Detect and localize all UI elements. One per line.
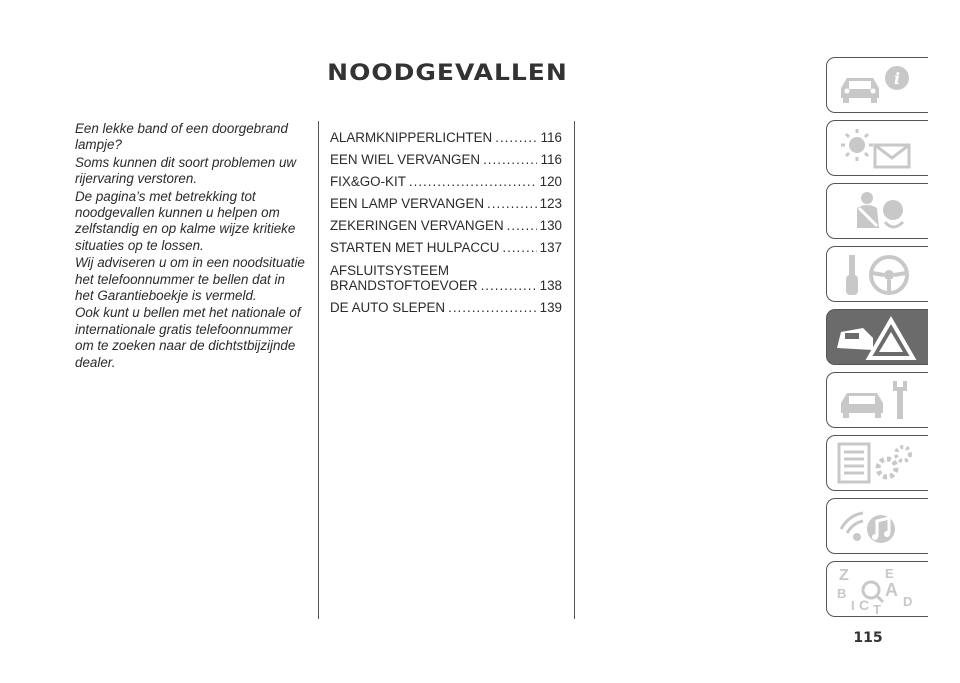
index-letter: A (885, 580, 898, 600)
toc-entry-label: ALARMKNIPPERLICHTEN (330, 130, 493, 145)
car-maintenance-wrench-icon (833, 377, 923, 425)
toc-entry[interactable] (330, 123, 562, 145)
index-letter: C (859, 597, 870, 613)
toc-entry-label: EEN WIEL VERVANGEN (330, 152, 481, 167)
column-divider-right (574, 121, 575, 619)
tab-emergencies[interactable] (826, 309, 928, 365)
index-letter: I (851, 598, 855, 613)
toc-entry-page: 130 (539, 218, 562, 233)
intro-paragraph: Soms kunnen dit soort problemen uw rijervaring verstoren. (75, 154, 297, 187)
intro-paragraph: De pagina’s met betrekking tot noodgevallen kunnen u helpen om zelfstandig en op kalme wijze kritieke situaties op te lossen. (75, 188, 296, 253)
car-info-icon (833, 62, 923, 110)
index-letter: E (885, 566, 894, 581)
key-steering-wheel-icon (833, 251, 923, 299)
index-letter: Z (839, 567, 849, 584)
tab-safety[interactable] (826, 183, 928, 239)
toc-leader-dots (507, 218, 537, 233)
tab-maintenance[interactable] (826, 372, 928, 428)
toc-leader-dots (448, 300, 537, 315)
tab-warning-lights[interactable] (826, 120, 928, 176)
toc-entry-page: 137 (539, 240, 562, 255)
warning-lights-message-icon (833, 125, 923, 173)
tab-start-drive[interactable] (826, 246, 928, 302)
toc-leader-dots (483, 152, 537, 167)
index-letter: B (837, 586, 847, 601)
multimedia-music-icon (833, 503, 923, 551)
intro-paragraph: Ook kunt u bellen met het nationale of internationale gratis telefoonnummer om te zoeken naar de dichtstbijzijnde dealer. (75, 305, 301, 370)
index-letter: D (903, 594, 913, 609)
page-number: 115 (853, 630, 883, 646)
intro-paragraph: Wij adviseren u om in een noodsituatie het telefoonnummer te bellen dat in het Garantieboekje is vermeld. (75, 255, 305, 304)
toc-entry-page: 116 (540, 130, 562, 145)
toc-entry-label: DE AUTO SLEPEN (330, 300, 446, 315)
intro-text (75, 121, 305, 372)
page-title: NOODGEVALLEN (327, 59, 568, 86)
seatbelt-airbag-icon (833, 188, 923, 236)
toc-entry[interactable] (330, 293, 562, 315)
toc-entry-label: EEN LAMP VERVANGEN (330, 196, 485, 211)
table-of-contents (330, 123, 562, 315)
tab-car-info[interactable] (826, 57, 928, 113)
svg-text:i: i (893, 69, 901, 88)
toc-entry-page: 120 (539, 174, 562, 189)
toc-entry-page: 138 (539, 278, 562, 293)
car-breakdown-warning-icon (833, 314, 923, 362)
toc-leader-dots (487, 196, 537, 211)
toc-entry[interactable] (330, 167, 562, 189)
toc-entry-page: 123 (539, 196, 562, 211)
toc-entry[interactable] (330, 145, 562, 167)
tab-index[interactable] (826, 561, 928, 617)
toc-entry-label: AFSLUITSYSTEEM BRANDSTOFTOEVOER (330, 263, 478, 293)
toc-leader-dots (502, 240, 536, 255)
toc-entry-label: FIX&GO-KIT (330, 174, 406, 189)
alphabetical-index-icon (833, 566, 923, 614)
column-divider-left (318, 121, 319, 619)
toc-leader-dots (495, 130, 537, 145)
toc-entry[interactable] (330, 233, 562, 255)
toc-entry[interactable] (330, 255, 562, 293)
toc-leader-dots (409, 174, 537, 189)
toc-entry-page: 116 (540, 152, 562, 167)
tab-technical-data[interactable] (826, 435, 928, 491)
toc-entry-page: 139 (539, 300, 562, 315)
toc-leader-dots (481, 278, 537, 293)
toc-entry-label: ZEKERINGEN VERVANGEN (330, 218, 504, 233)
toc-entry[interactable] (330, 189, 562, 211)
toc-entry[interactable] (330, 211, 562, 233)
tab-multimedia[interactable] (826, 498, 928, 554)
intro-paragraph: Een lekke band of een doorgebrand lampje? (75, 121, 288, 153)
technical-data-gears-icon (833, 440, 923, 488)
toc-entry-label: STARTEN MET HULPACCU (330, 240, 500, 255)
index-letter: T (873, 602, 881, 614)
